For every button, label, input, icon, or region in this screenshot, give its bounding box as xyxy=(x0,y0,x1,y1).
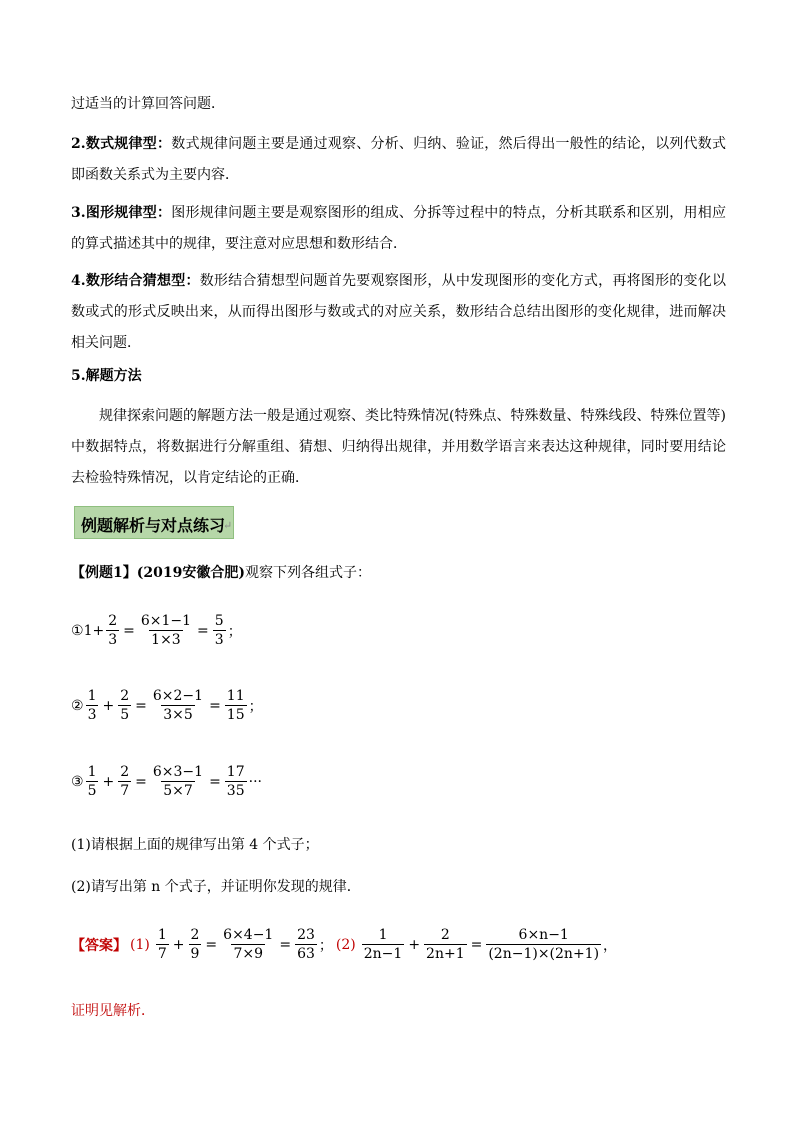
answer-line: 【答案】 (1) $\frac{1}{7}$ + $\frac{2}{9}$ = $\frac{6\times 4-1}{7\times 9}$ = $\frac{23}{63}$ ； (2) $\frac{1}{2n-1}$ + $\frac{2}{2n+1}$ = $\frac{6\times n-1}{(2n-1)\times(2n+1)}$ ， xyxy=(71,927,618,962)
fraction: $\frac{2}{3}$ xyxy=(108,613,118,648)
fraction: $\frac{17}{35}$ xyxy=(226,764,245,799)
eq2-end: ； xyxy=(248,698,263,715)
type-2-text: 数式规律问题主要是通过观察、分析、归纳、验证，然后得出一般性的结论，以列代数式即函数关系式为主要内容． xyxy=(71,136,726,183)
example-prompt: 观察下列各组式子： xyxy=(244,565,371,581)
example-tag: 【例题1】 xyxy=(71,565,137,581)
eq1-end: ； xyxy=(227,623,242,640)
method-paragraph: 规律探索问题的解题方法一般是通过观察、类比特殊情况(特殊点、特殊数量、特殊线段、特殊位置等)中数据特点，将数据进行分解重组、猜想、归纳得出规律，并用数学语言来表达这种规律，同时要用结论去检验特殊情况，以肯定结论的正确． xyxy=(71,408,726,486)
fraction: $\frac{1}{3}$ xyxy=(87,688,97,723)
proof-text: 证明见解析． xyxy=(71,1003,155,1019)
circled-3: ③ xyxy=(71,773,84,790)
section-title: 例题解析与对点练习 xyxy=(81,516,226,535)
fraction: $\frac{6\times 2-1}{3\times 5}$ xyxy=(152,688,204,723)
type-4-label: 4.数形结合猜想型： xyxy=(71,273,200,289)
type-3-label: 3.图形规律型： xyxy=(71,205,172,221)
fraction: $\frac{2}{9}$ xyxy=(190,927,200,962)
fraction: $\frac{23}{63}$ xyxy=(297,927,315,962)
type-4-text: 数形结合猜想型问题首先要观察图形，从中发现图形的变化方式，再将图形的变化以数或式的形式反映出来，从而得出图形与数或式的对应关系，数形结合总结出图形的变化规律，进而解决相关问题． xyxy=(71,273,727,351)
type-4-paragraph xyxy=(71,266,726,359)
section-banner xyxy=(74,506,234,539)
eq1-lead: 1+ xyxy=(83,622,105,639)
equation-1: ① 1+ $\frac{2}{3}$ = $\frac{6\times 1-1}{1\times 3}$ = $\frac{5}{3}$ ； xyxy=(71,613,242,648)
fraction: $\frac{6\times n-1}{(2n-1)\times(2n+1)}$ xyxy=(488,927,600,962)
method-heading: 5.解题方法 xyxy=(71,368,142,384)
fraction: $\frac{11}{15}$ xyxy=(226,688,245,723)
fraction: $\frac{2}{5}$ xyxy=(120,688,130,723)
equation-3: ③ $\frac{1}{5}$ + $\frac{2}{7}$ = $\frac{6\times 3-1}{5\times 7}$ = $\frac{17}{35}$ ··· xyxy=(71,764,262,799)
fraction: $\frac{6\times 1-1}{1\times 3}$ xyxy=(140,613,192,648)
fraction: $\frac{6\times 3-1}{5\times 7}$ xyxy=(152,764,204,799)
fraction: $\frac{1}{7}$ xyxy=(157,927,167,962)
intro-line: 过适当的计算回答问题． xyxy=(71,96,225,112)
answer-label: 【答案】 xyxy=(71,937,127,954)
paragraph-mark-icon: ↵ xyxy=(223,519,233,532)
type-3-paragraph xyxy=(71,198,726,260)
example-source: (2019安徽合肥) xyxy=(136,565,245,581)
example-header xyxy=(71,563,371,583)
question-1: (1)请根据上面的规律写出第 4 个式子； xyxy=(71,837,319,853)
equation-2: ② $\frac{1}{3}$ + $\frac{2}{5}$ = $\frac{6\times 2-1}{3\times 5}$ = $\frac{11}{15}$ ； xyxy=(71,688,263,723)
type-2-paragraph xyxy=(71,129,726,191)
fraction: $\frac{1}{5}$ xyxy=(87,764,97,799)
question-2: (2)请写出第 n 个式子，并证明你发现的规律． xyxy=(71,879,361,895)
circled-1: ① xyxy=(71,622,84,639)
answer-1-end: ； xyxy=(318,937,333,954)
fraction: $\frac{6\times 4-1}{7\times 9}$ xyxy=(223,927,274,962)
answer-part-2-label: (2) xyxy=(335,936,356,953)
fraction: $\frac{5}{3}$ xyxy=(214,613,224,648)
circled-2: ② xyxy=(71,697,84,714)
answer-2-end: ， xyxy=(603,937,618,954)
type-2-label: 2.数式规律型： xyxy=(71,136,172,152)
eq3-end: ··· xyxy=(248,773,262,790)
type-3-text: 图形规律问题主要是观察图形的组成、分拆等过程中的特点，分析其联系和区别，用相应的算式描述其中的规律，要注意对应思想和数形结合． xyxy=(71,205,726,252)
fraction: $\frac{2}{2n+1}$ xyxy=(426,927,465,962)
answer-part-1-label: (1) xyxy=(130,936,150,953)
fraction: $\frac{1}{2n-1}$ xyxy=(363,927,403,962)
fraction: $\frac{2}{7}$ xyxy=(120,764,130,799)
